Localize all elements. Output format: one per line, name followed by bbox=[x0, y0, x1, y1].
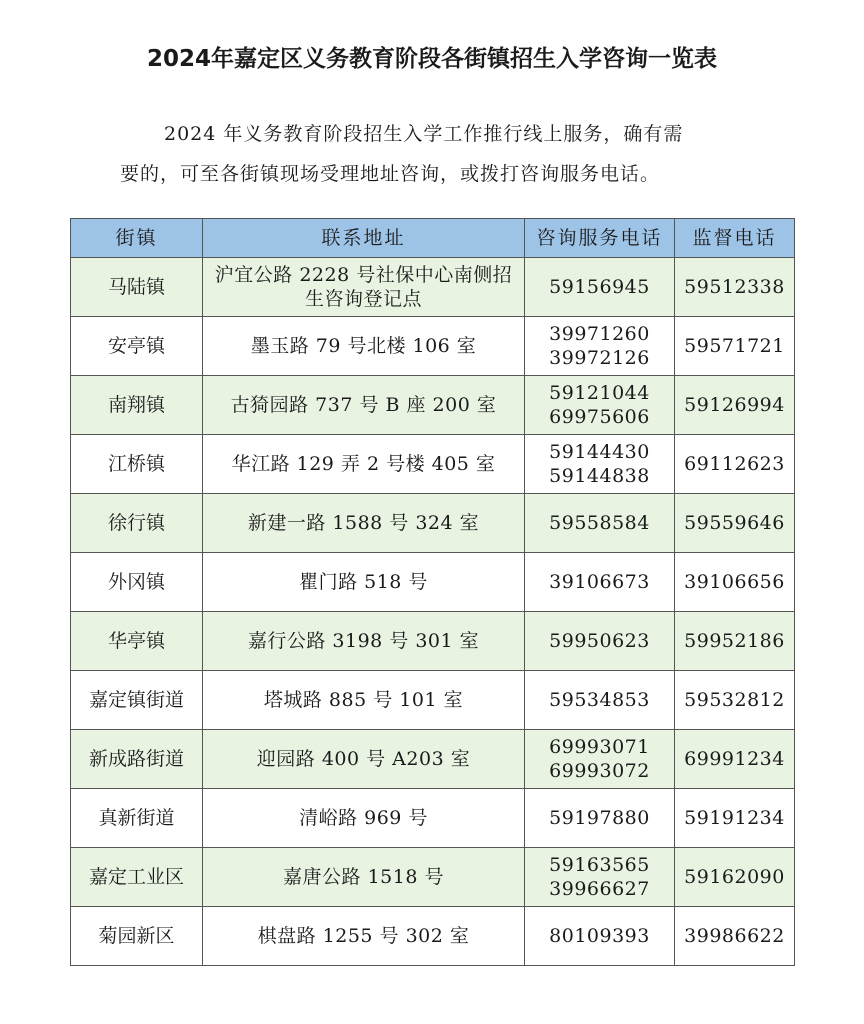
cell-town: 华亭镇 bbox=[71, 612, 203, 671]
cell-address: 塔城路 885 号 101 室 bbox=[203, 671, 525, 730]
cell-town: 菊园新区 bbox=[71, 907, 203, 966]
consult-phone-number: 59144430 bbox=[549, 441, 650, 463]
consult-phone-number: 80109393 bbox=[549, 925, 650, 947]
header-consult-phone: 咨询服务电话 bbox=[525, 219, 675, 258]
cell-address: 墨玉路 79 号北楼 106 室 bbox=[203, 317, 525, 376]
intro-paragraph bbox=[120, 114, 760, 194]
cell-address: 迎园路 400 号 A203 室 bbox=[203, 730, 525, 789]
cell-supervise-phone: 59952186 bbox=[675, 612, 795, 671]
consult-phone-number: 59121044 bbox=[549, 382, 650, 404]
consult-phone-number: 59558584 bbox=[549, 512, 650, 534]
cell-supervise-phone: 39986622 bbox=[675, 907, 795, 966]
cell-consult-phone bbox=[525, 317, 675, 376]
table-row bbox=[71, 730, 795, 789]
intro-line-1: 2024 年义务教育阶段招生入学工作推行线上服务，确有需 bbox=[164, 123, 684, 145]
cell-town: 外冈镇 bbox=[71, 553, 203, 612]
cell-town: 南翔镇 bbox=[71, 376, 203, 435]
cell-address: 棋盘路 1255 号 302 室 bbox=[203, 907, 525, 966]
cell-consult-phone bbox=[525, 612, 675, 671]
consult-phone-number: 59144838 bbox=[549, 465, 650, 487]
cell-address: 新建一路 1588 号 324 室 bbox=[203, 494, 525, 553]
cell-town: 真新街道 bbox=[71, 789, 203, 848]
header-address: 联系地址 bbox=[203, 219, 525, 258]
consult-phone-number: 69993072 bbox=[549, 760, 650, 782]
table-row bbox=[71, 435, 795, 494]
cell-town: 安亭镇 bbox=[71, 317, 203, 376]
consult-phone-number: 39971260 bbox=[549, 323, 650, 345]
cell-consult-phone bbox=[525, 258, 675, 317]
cell-town: 马陆镇 bbox=[71, 258, 203, 317]
cell-supervise-phone: 39106656 bbox=[675, 553, 795, 612]
cell-consult-phone bbox=[525, 435, 675, 494]
intro-line-2: 要的，可至各街镇现场受理地址咨询，或拨打咨询服务电话。 bbox=[120, 163, 661, 185]
cell-town: 新成路街道 bbox=[71, 730, 203, 789]
cell-supervise-phone: 59571721 bbox=[675, 317, 795, 376]
cell-consult-phone bbox=[525, 671, 675, 730]
cell-address: 嘉行公路 3198 号 301 室 bbox=[203, 612, 525, 671]
table-header-row bbox=[71, 219, 795, 258]
table-body bbox=[71, 258, 795, 966]
header-town: 街镇 bbox=[71, 219, 203, 258]
consult-phone-number: 59156945 bbox=[549, 276, 650, 298]
consult-phone-number: 39966627 bbox=[549, 878, 650, 900]
table-row bbox=[71, 671, 795, 730]
table-row bbox=[71, 376, 795, 435]
cell-town: 嘉定镇街道 bbox=[71, 671, 203, 730]
consult-phone-number: 59197880 bbox=[549, 807, 650, 829]
cell-address: 华江路 129 弄 2 号楼 405 室 bbox=[203, 435, 525, 494]
table-row bbox=[71, 612, 795, 671]
table-row bbox=[71, 907, 795, 966]
cell-consult-phone bbox=[525, 730, 675, 789]
cell-supervise-phone: 59191234 bbox=[675, 789, 795, 848]
cell-consult-phone bbox=[525, 907, 675, 966]
consult-phone-number: 59163565 bbox=[549, 854, 650, 876]
cell-supervise-phone: 59162090 bbox=[675, 848, 795, 907]
consult-phone-number: 59950623 bbox=[549, 630, 650, 652]
consult-phone-number: 39106673 bbox=[549, 571, 650, 593]
consult-phone-number: 59534853 bbox=[549, 689, 650, 711]
cell-consult-phone bbox=[525, 848, 675, 907]
consult-phone-number: 69993071 bbox=[549, 736, 650, 758]
cell-address: 瞿门路 518 号 bbox=[203, 553, 525, 612]
consult-phone-number: 69975606 bbox=[549, 406, 650, 428]
cell-supervise-phone: 69112623 bbox=[675, 435, 795, 494]
table-row bbox=[71, 317, 795, 376]
table-row bbox=[71, 553, 795, 612]
cell-consult-phone bbox=[525, 376, 675, 435]
cell-consult-phone bbox=[525, 494, 675, 553]
page-title: 2024年嘉定区义务教育阶段各街镇招生入学咨询一览表 bbox=[146, 46, 717, 72]
cell-consult-phone bbox=[525, 789, 675, 848]
consultation-table bbox=[70, 218, 795, 966]
cell-consult-phone bbox=[525, 553, 675, 612]
table-row bbox=[71, 494, 795, 553]
cell-town: 徐行镇 bbox=[71, 494, 203, 553]
cell-supervise-phone: 59126994 bbox=[675, 376, 795, 435]
cell-town: 江桥镇 bbox=[71, 435, 203, 494]
cell-town: 嘉定工业区 bbox=[71, 848, 203, 907]
table-row bbox=[71, 848, 795, 907]
cell-supervise-phone: 59559646 bbox=[675, 494, 795, 553]
cell-supervise-phone: 59512338 bbox=[675, 258, 795, 317]
consult-phone-number: 39972126 bbox=[549, 347, 650, 369]
table-row bbox=[71, 258, 795, 317]
header-supervise-phone: 监督电话 bbox=[675, 219, 795, 258]
cell-supervise-phone: 59532812 bbox=[675, 671, 795, 730]
cell-address: 清峪路 969 号 bbox=[203, 789, 525, 848]
cell-address: 嘉唐公路 1518 号 bbox=[203, 848, 525, 907]
table-row bbox=[71, 789, 795, 848]
cell-address: 沪宜公路 2228 号社保中心南侧招生咨询登记点 bbox=[203, 258, 525, 317]
cell-supervise-phone: 69991234 bbox=[675, 730, 795, 789]
cell-address: 古猗园路 737 号 B 座 200 室 bbox=[203, 376, 525, 435]
